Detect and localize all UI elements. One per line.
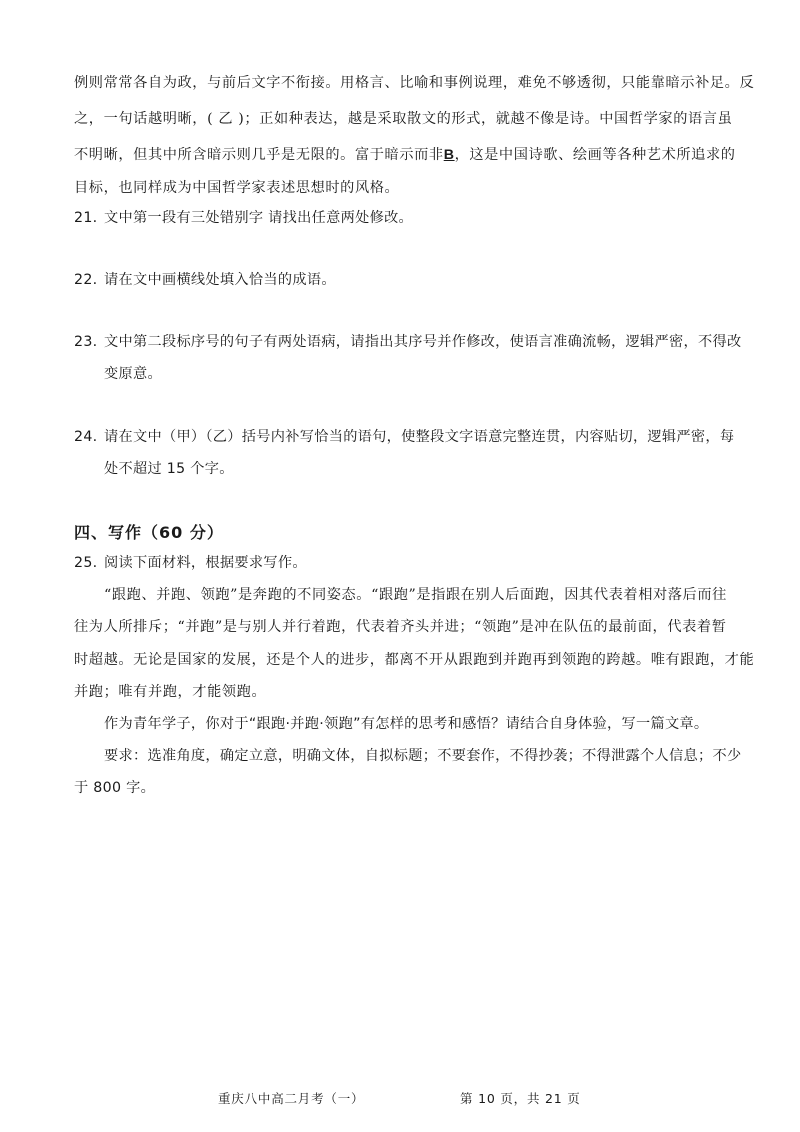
question-24-continued: 处不超过 15 个字。 (104, 461, 234, 477)
question-number: 25. (74, 555, 98, 571)
question-text: 请在文中（甲）（乙）括号内补写恰当的语句，使整段文字语意完整连贯，内容贴切，逻辑严密，每 (104, 429, 735, 445)
question-23-continued: 变原意。 (104, 366, 162, 382)
requirements-line-2: 于 800 字。 (74, 780, 156, 796)
section-title: 四、写作 (74, 523, 143, 542)
footer-exam-name: 重庆八中高二月考（一） (218, 1091, 365, 1106)
question-text: 请在文中画横线处填入恰当的成语。 (104, 272, 336, 288)
material-line-1: “跟跑、并跑、领跑”是奔跑的不同姿态。“跟跑”是指跟在别人后面跑，因其代表着相对落后而往 (104, 587, 727, 603)
question-text: 文中第二段标序号的句子有两处语病，请指出其序号并作修改，使语言准确流畅，逻辑严密，不得改 (104, 334, 742, 350)
material-line-4: 并跑；唯有并跑，才能领跑。 (74, 684, 267, 700)
passage-line-3 (74, 145, 736, 165)
passage-line-1: 例则常常各自为政，与前后文字不衔接。用格言、比喻和事例说理，难免不够透彻，只能靠暗示补足。反 (74, 75, 755, 91)
passage-line-4: 目标，也同样成为中国哲学家表述思想时的风格。 (74, 180, 400, 196)
footer-page-number: 第 10 页，共 21 页 (460, 1091, 581, 1106)
question-number: 22. (74, 272, 98, 288)
question-25 (74, 553, 307, 573)
material-line-3: 时超越。无论是国家的发展，还是个人的进步，都离不开从跟跑到并跑再到领跑的跨越。唯有跟跑，才能 (74, 652, 755, 668)
question-24 (74, 427, 734, 447)
blank-b: B (443, 147, 455, 163)
section-heading (74, 520, 224, 543)
writing-prompt: 作为青年学子，你对于“跟跑·并跑·领跑”有怎样的思考和感悟？请结合自身体验，写一篇文章。 (104, 716, 709, 732)
question-text: 文中第一段有三处错别字 请找出任意两处修改。 (104, 210, 414, 226)
section-points: （60 分） (142, 523, 224, 542)
question-text: 阅读下面材料，根据要求写作。 (104, 555, 307, 571)
question-number: 23. (74, 334, 98, 350)
material-line-2: 往为人所排斥；“并跑”是与别人并行着跑，代表着齐头并进；“领跑”是冲在队伍的最前面，代表着暂 (74, 619, 727, 635)
question-23 (74, 332, 741, 352)
requirements-line-1: 要求：选准角度，确定立意，明确文体，自拟标题；不要套作，不得抄袭；不得泄露个人信息；不少 (104, 748, 742, 764)
question-21 (74, 208, 413, 228)
passage-line-3-end: ，这是中国诗歌、绘画等各种艺术所追求的 (454, 147, 736, 163)
passage-line-3-start: 不明晰，但其中所含暗示则几乎是无限的。富于暗示而非 (74, 147, 444, 163)
question-number: 24. (74, 429, 98, 445)
question-22 (74, 270, 336, 290)
question-number: 21. (74, 210, 98, 226)
passage-line-2: 之，一句话越明晰，( 乙 )；正如种表达，越是采取散文的形式，就越不像是诗。中国哲学家的语言虽 (74, 111, 733, 127)
